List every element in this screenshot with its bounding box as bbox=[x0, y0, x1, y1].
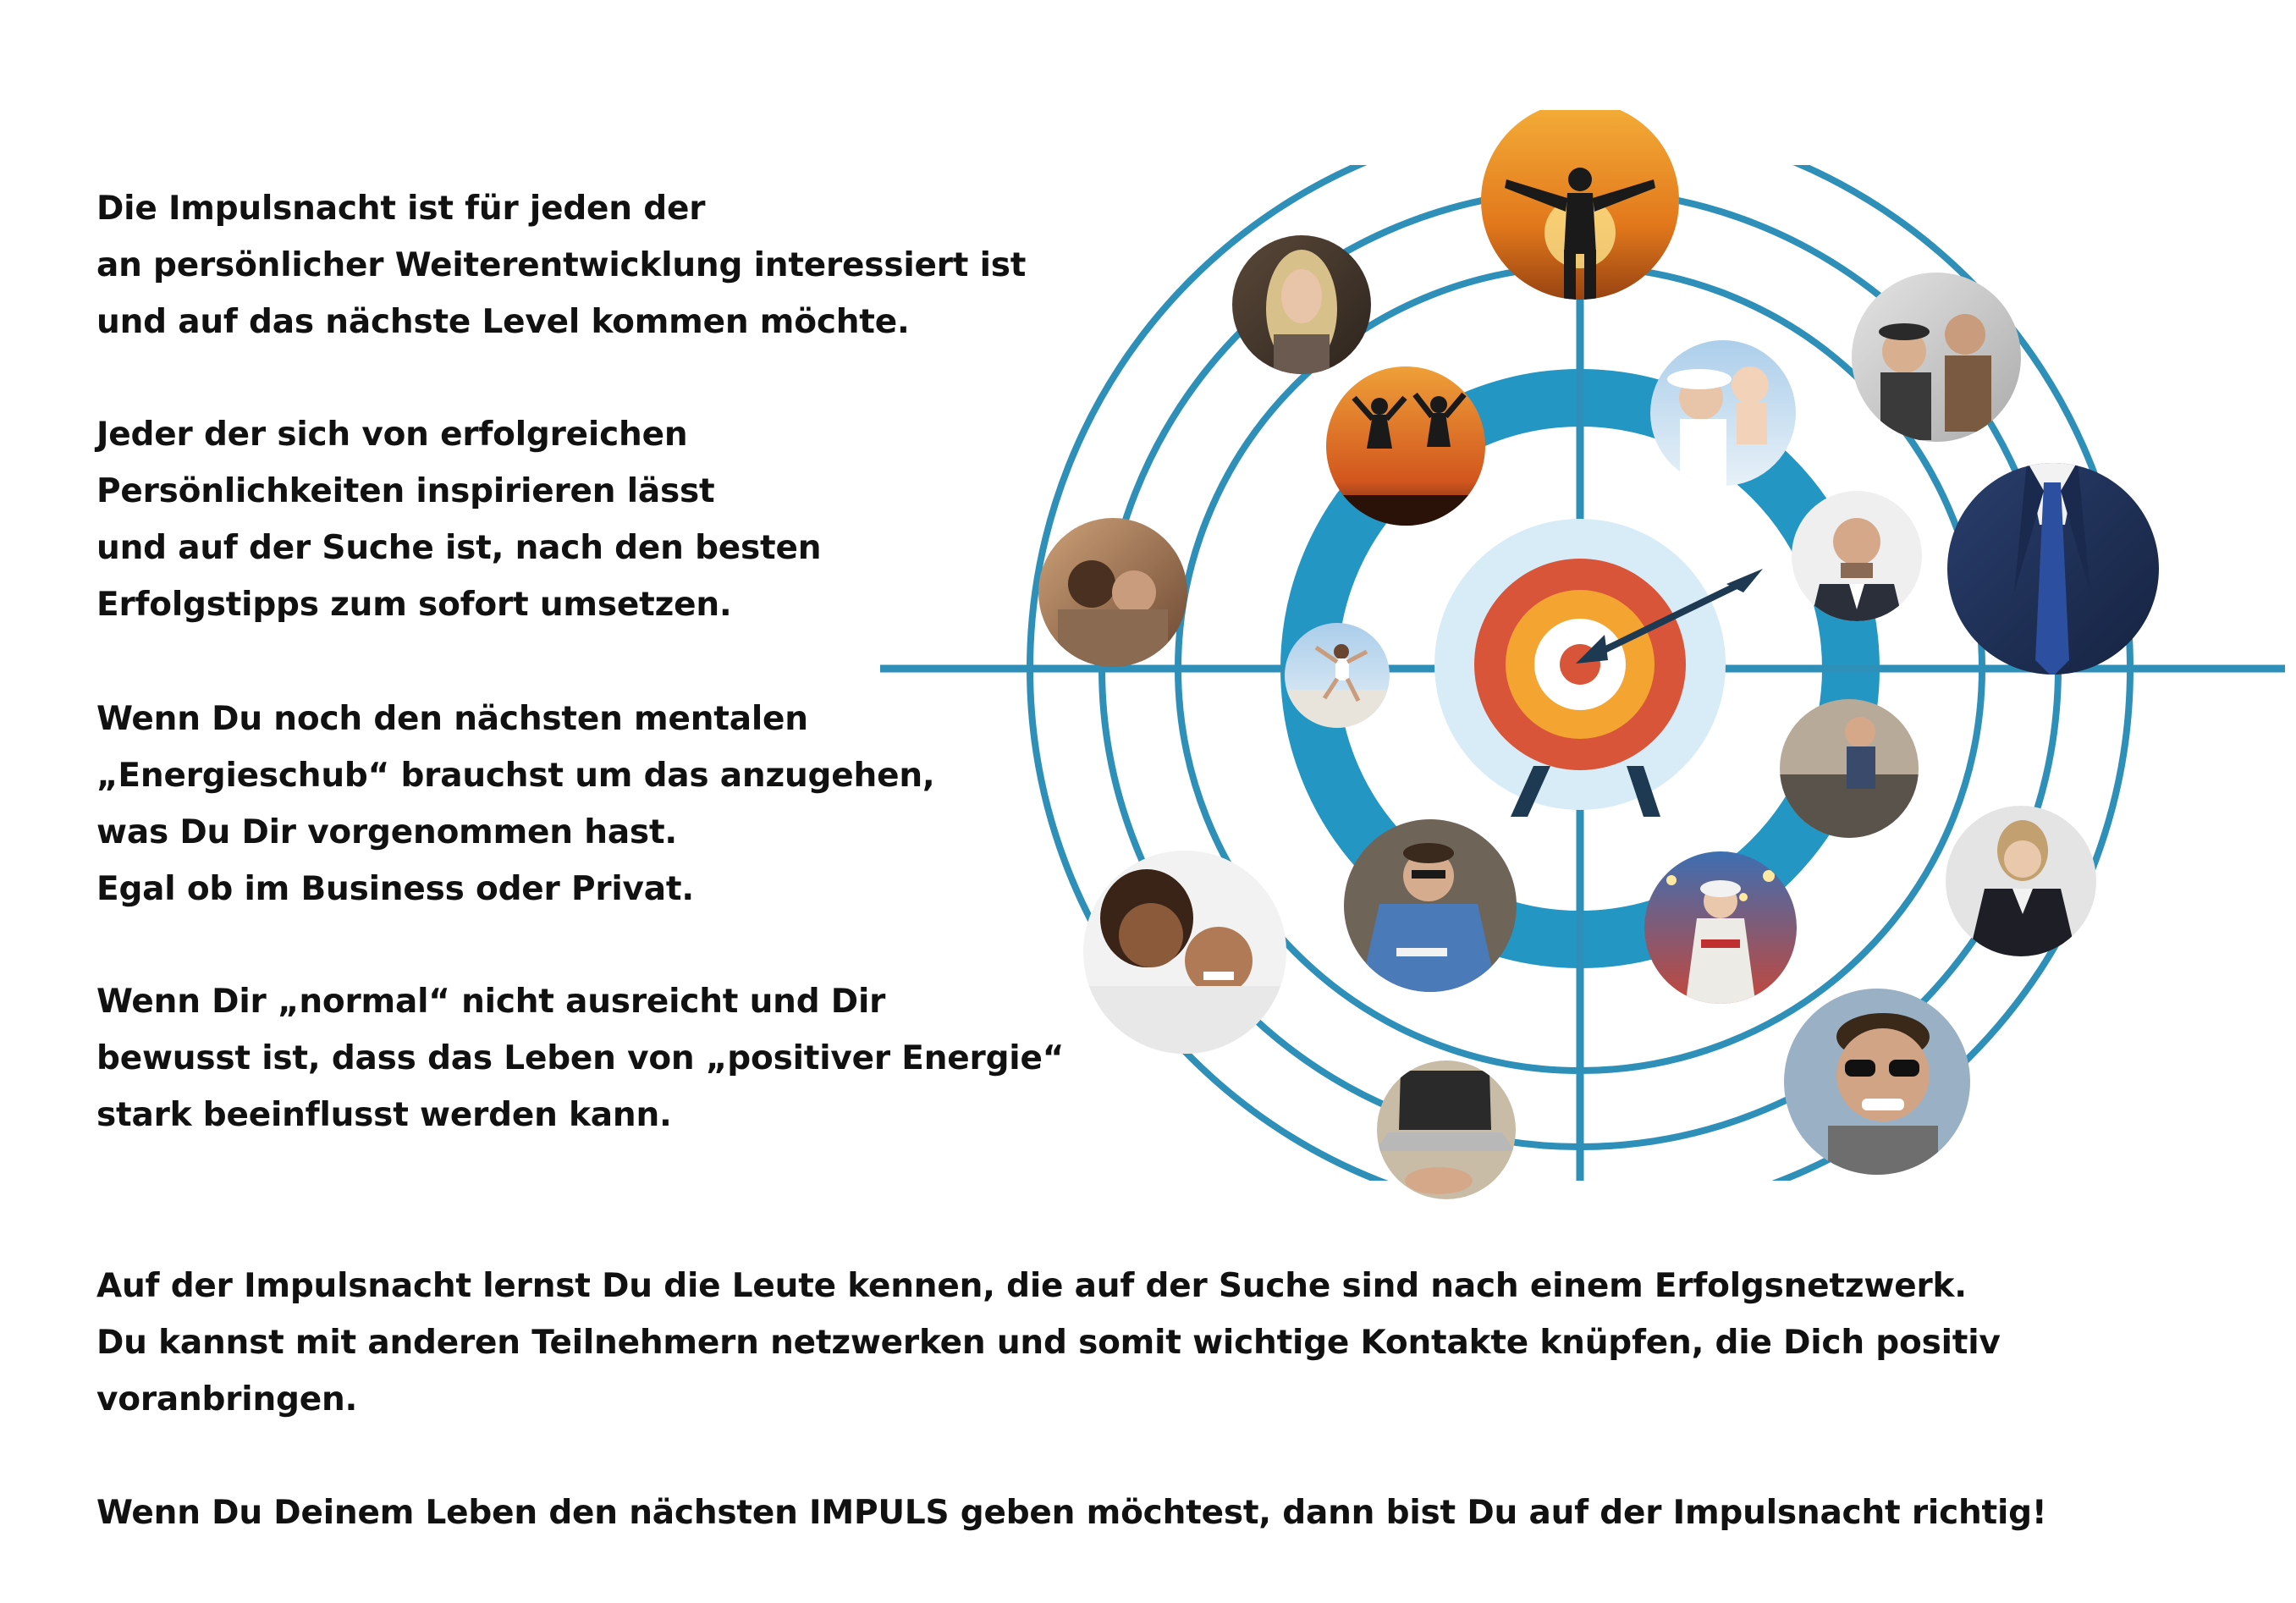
blonde-woman-portrait-photo bbox=[1227, 229, 1379, 385]
intro-line: und auf das nächste Level kommen möchte. bbox=[96, 303, 910, 341]
energy-line: „Energieschub“ brauchst um das anzugehen, bbox=[96, 757, 935, 795]
energy-line: Egal ob im Business oder Privat. bbox=[96, 870, 694, 908]
closing-line: Wenn Du Deinem Leben den nächsten IMPULS geben möchtest, dann bist Du auf der Impulsnacht richtig! bbox=[96, 1494, 2047, 1532]
target-network-graphic bbox=[872, 110, 2293, 1219]
inspiration-line: Persönlichkeiten inspirieren lässt bbox=[96, 472, 715, 510]
bullseye-icon bbox=[1434, 519, 1763, 817]
man-with-sunglasses-photo bbox=[1781, 986, 1972, 1185]
inspiration-line: und auf der Suche ist, nach den besten bbox=[96, 529, 822, 567]
network-line: voranbringen. bbox=[96, 1380, 358, 1418]
person-arms-raised-sunset-photo bbox=[1473, 110, 1693, 313]
energy-line: Wenn Du noch den nächsten mentalen bbox=[96, 700, 808, 738]
laptop-work-photo bbox=[1375, 1058, 1519, 1202]
normal-line: Wenn Dir „normal“ nicht ausreicht und Dir bbox=[96, 983, 886, 1021]
closing-paragraph bbox=[96, 1485, 2046, 1541]
inspiration-line: Jeder der sich von erfolgreichen bbox=[96, 416, 688, 454]
network-line: Auf der Impulsnacht lernst Du die Leute kennen, die auf der Suche sind nach einem Erfolgsnetzwerk. bbox=[96, 1267, 1967, 1305]
businesswoman-portrait-photo bbox=[1945, 804, 2099, 961]
couple-hugging-photo bbox=[1037, 516, 1189, 669]
happy-couple-photo bbox=[1082, 849, 1289, 1058]
energy-paragraph bbox=[96, 691, 935, 917]
normal-line: stark beeinflusst werden kann. bbox=[96, 1096, 672, 1134]
intro-line: Die Impulsnacht ist für jeden der bbox=[96, 190, 706, 228]
intro-line: an persönlicher Weiterentwicklung interessiert ist bbox=[96, 246, 1027, 284]
inspiration-paragraph bbox=[96, 406, 821, 633]
energy-line: was Du Dir vorgenommen hast. bbox=[96, 813, 678, 851]
network-paragraph bbox=[96, 1258, 2001, 1428]
network-line: Du kannst mit anderen Teilnehmern netzwerken und somit wichtige Kontakte knüpfen, die Dich positiv bbox=[96, 1324, 2001, 1362]
inspiration-line: Erfolgstipps zum sofort umsetzen. bbox=[96, 586, 732, 624]
normal-line: bewusst ist, dass das Leben von „positiver Energie“ bbox=[96, 1039, 1065, 1077]
